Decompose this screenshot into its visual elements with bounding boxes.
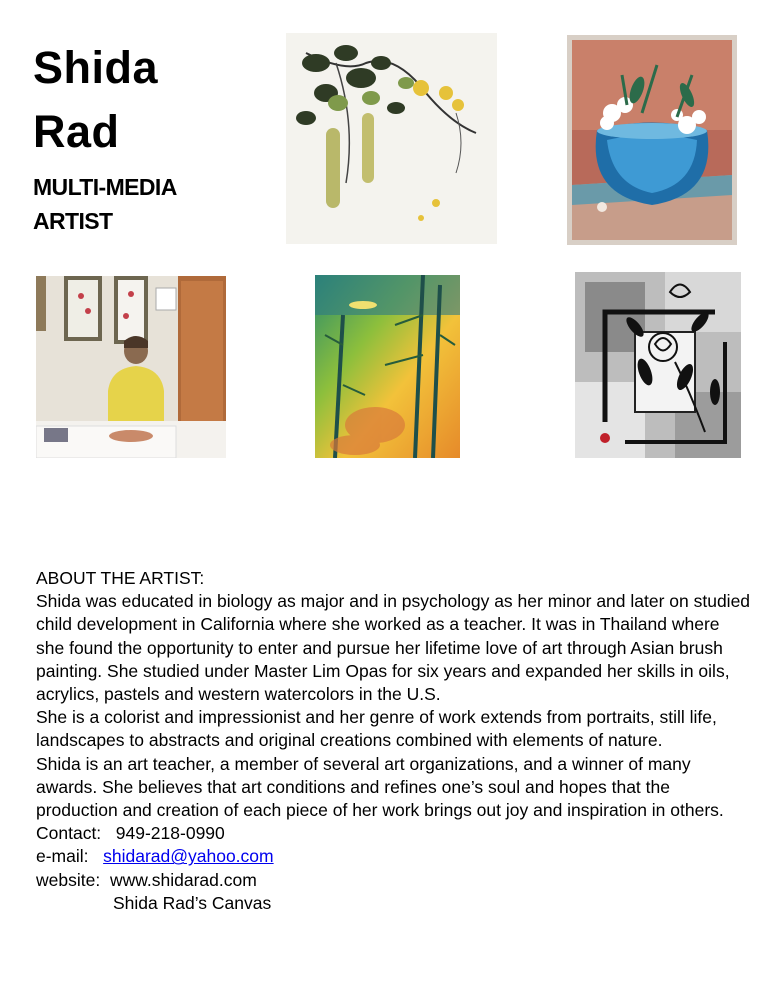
artist-name bbox=[33, 36, 263, 164]
artist-subtitle bbox=[33, 170, 263, 238]
artwork-ink-gourds bbox=[286, 33, 497, 244]
website-url: www.shidarad.com bbox=[109, 869, 257, 890]
email-label: e-mail: bbox=[36, 846, 89, 867]
phone-label: Contact: bbox=[36, 823, 102, 844]
artwork-bamboo bbox=[315, 275, 460, 458]
canvas-name: Shida Rad’s Canvas bbox=[113, 892, 272, 913]
subtitle-line-2: ARTIST bbox=[33, 208, 113, 234]
artist-last-name: Rad bbox=[33, 106, 120, 157]
phone-number: 949-218-0990 bbox=[115, 823, 225, 844]
about-paragraph-genre: She is a colorist and impressionist and her genre of work extends from portraits, still life, landscapes to abstracts and original creations combined with elements of nature. bbox=[36, 707, 717, 751]
subtitle-line-1: MULTI-MEDIA bbox=[33, 174, 177, 200]
about-section bbox=[36, 567, 752, 915]
artist-first-name: Shida bbox=[33, 42, 159, 93]
website-label: website: bbox=[36, 869, 101, 890]
email-link[interactable]: shidarad@yahoo.com bbox=[103, 846, 274, 867]
contact-phone-line bbox=[36, 822, 752, 845]
about-paragraph-teacher: Shida is an art teacher, a member of several art organizations, and a winner of many awards. She believes that art conditions and refines one’s soul and hopes that the production and creation of each piece of her work brings out joy and inspiration in others. bbox=[36, 753, 724, 821]
artwork-abstract-flowers bbox=[575, 272, 741, 458]
about-heading: ABOUT THE ARTIST: bbox=[36, 568, 205, 588]
about-paragraph-education: Shida was educated in biology as major and in psychology as her minor and later on studied child development in California where she worked as a teacher. It was in Thailand where she found the opportunity to enter and pursue her lifetime love of art through Asian brush painting. She studied under Master Lim Opas for six years and expanded her skills in oils, acrylics, pastels and western watercolors in the U.S. bbox=[36, 591, 751, 705]
artist-painting-photo bbox=[36, 276, 226, 458]
contact-email-line bbox=[36, 845, 752, 868]
contact-website-line bbox=[36, 869, 752, 892]
artwork-blue-vase bbox=[567, 35, 737, 245]
